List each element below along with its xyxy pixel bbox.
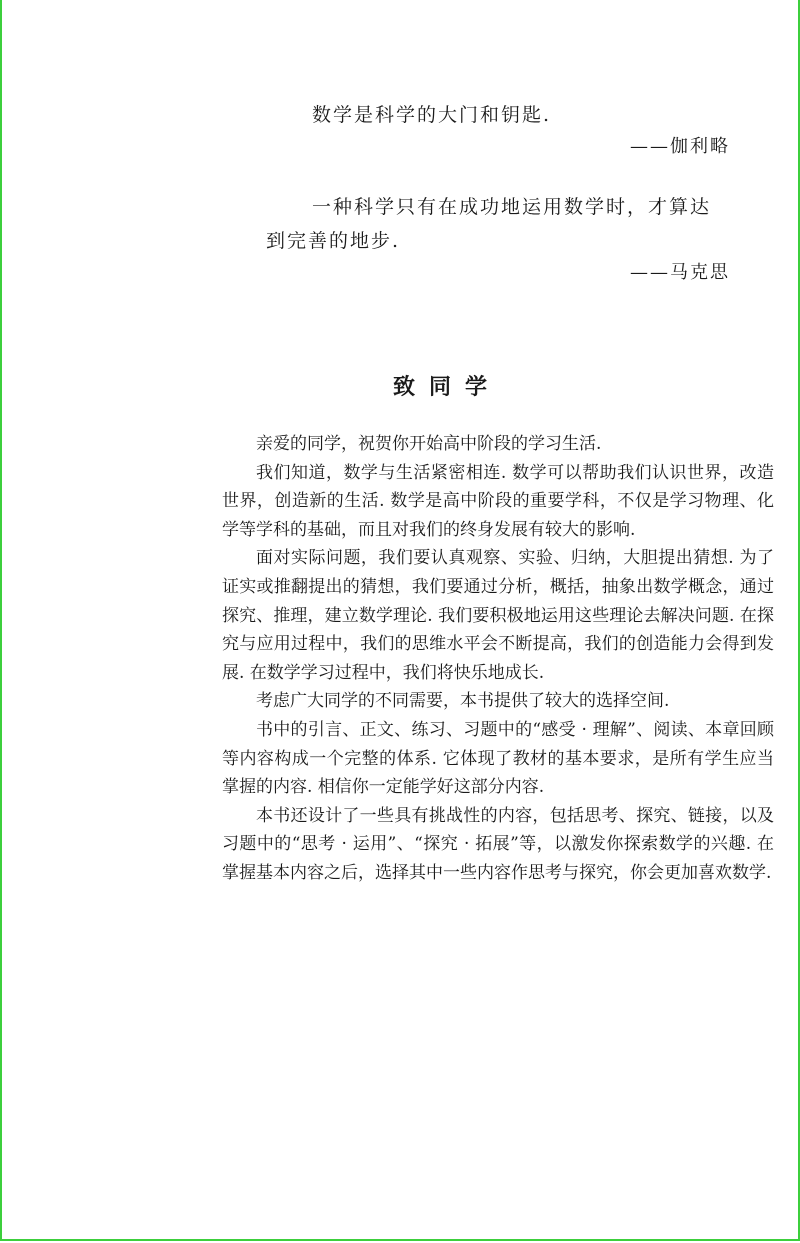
epigraph-quote-marx-line1: 一种科学只有在成功地运用数学时，才算达: [312, 196, 712, 218]
paragraph-1: 亲爱的同学，祝贺你开始高中阶段的学习生活.: [256, 434, 602, 454]
paragraph-2: 我们知道，数学与生活紧密相连. 数学可以帮助我们认识世界，改造世界，创造新的生活. 数学是高中阶段的重要学科，不仅是学习物理、化学等学科的基础，而且对我们的终身发展有较大的影响.: [222, 462, 774, 540]
paragraph-4: 考虑广大同学的不同需要，本书提供了较大的选择空间.: [256, 691, 670, 712]
paragraph-5: 书中的引言、正文、练习、习题中的“感受 · 理解”、阅读、本章回顾等内容构成一个完整的体系. 它体现了教材的基本要求，是所有学生应当掌握的内容. 相信你一定能学好这部分内容.: [222, 719, 774, 798]
letter-body: [222, 430, 774, 888]
paragraph-6: 本书还设计了一些具有挑战性的内容，包括思考、探究、链接，以及习题中的“思考 · 运用”、“探究 · 拓展”等，以激发你探索数学的兴趣. 在掌握基本内容之后，选择其中一些内容作思考与探究，你会更加喜欢数学.: [222, 805, 774, 883]
epigraph-author-galileo: ——伽利略: [630, 136, 730, 157]
page-title: 致同学: [392, 375, 501, 400]
epigraph-author-marx: ——马克思: [630, 262, 730, 283]
paragraph-3: 面对实际问题，我们要认真观察、实验、归纳，大胆提出猜想. 为了证实或推翻提出的猜想，我们要通过分析，概括，抽象出数学概念，通过探究、推理，建立数学理论. 我们要积极地运用这些理论去解决问题. 在探究与应用过程中，我们的思维水平会不断提高，我们的创造能力会得到发展. 在数学学习过程中，我们将快乐地成长.: [222, 548, 774, 683]
epigraph-quote-galileo: 数学是科学的大门和钥匙.: [312, 104, 552, 126]
epigraph-quote-marx-line2: 到完善的地步.: [266, 230, 401, 252]
